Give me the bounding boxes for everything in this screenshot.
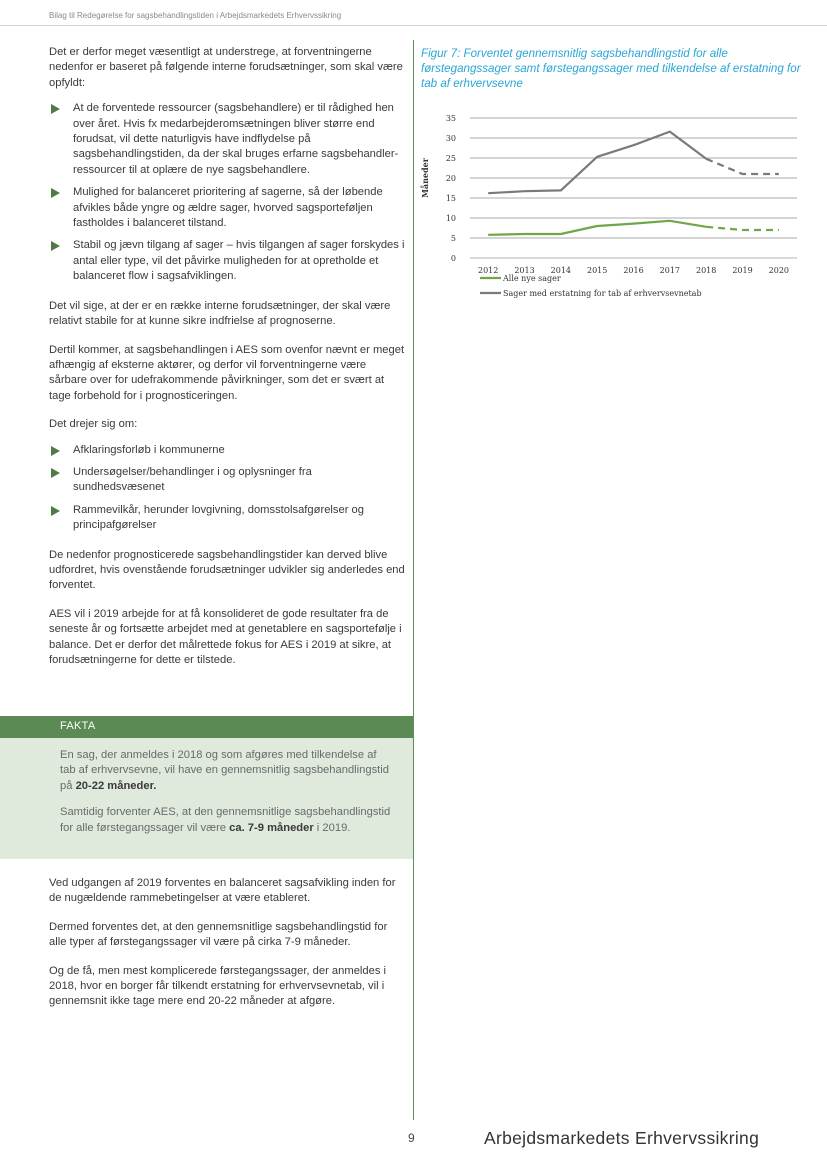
x-tick-label: 2012 [477,266,499,275]
x-tick-label: 2020 [768,266,790,275]
bullet-triangle-icon [51,104,60,114]
external-factors-list [49,443,406,534]
running-header: Bilag til Redegørelse for sagsbehandlingstiden i Arbejdsmarkedets Erhvervssikring [49,11,342,20]
paragraph-balanced: Ved udgangen af 2019 forventes en balanceret sagsafvikling inden for de nugældende rammebetingelser at være etableret. [49,877,396,905]
header-rule [0,25,827,26]
fact-paragraph-1: En sag, der anmeldes i 2018 og som afgøres med tilkendelse af tab af erhvervsevne, vil have en gennemsnitlig sagsbehandlingstid på 20-22 måneder. [60,749,389,792]
y-tick-label: 20 [445,174,456,183]
y-tick-label: 30 [445,134,456,143]
legend-label: Alle nye sager [503,274,561,283]
x-tick-label: 2014 [550,266,572,275]
series-forecast-line-0 [706,227,779,230]
paragraph-external-actors: Dertil kommer, at sagsbehandlingen i AES som ovenfor nævnt er meget afhængig af eksterne aktører, og derfor vil forventningerne være sårbare over for udefrakommende påvirkninger, som det er svært at tage forbehold for i prognosticeringen. [49,343,405,402]
bottom-text [49,876,406,1023]
paragraph-7-9-months: Dermed forventes det, at den gennemsnitlige sagsbehandlingstid for alle typer af førstegangssager vil være på cirka 7-9 måneder. [49,920,388,949]
bullet-triangle-icon [51,446,60,456]
list-item: Undersøgelser/behandlinger i og oplysninger fra sundhedsvæsenet [49,465,406,496]
bullet-triangle-icon [51,506,60,516]
series-line-1 [488,132,706,194]
list-item: Rammevilkår, herunder lovgivning, domsstolsafgørelser og principafgørelser [49,503,406,534]
y-tick-label: 5 [450,234,456,243]
y-tick-label: 15 [445,194,456,203]
x-tick-label: 2018 [695,266,717,275]
paragraph-forecast-risk: De nedenfor prognosticerede sagsbehandlingstider kan derved blive udfordret, hvis ovenstående forudsætninger udvikler sig anderledes end forventet. [49,548,405,592]
list-item: At de forventede ressourcer (sagsbehandlere) er til rådighed hen over året. Hvis fx medarbejderomsætningen bliver større end forudsat, vil dette naturligvis have indflydelse på sagsbehandlingstiden, da der skal bruges erfarne sagsbehandler-ressourcer til at oplære de nye sagsbehandlere. [49,101,406,178]
paragraph-internal-assumptions: Det vil sige, at der er en række interne forudsætninger, der skal være relativt stabile for at kunne sikre indfrielse af prognoserne. [49,299,391,328]
x-tick-label: 2013 [514,266,535,275]
fact-box-header: FAKTA [0,716,413,738]
bullet-triangle-icon [51,468,60,478]
paragraph-20-22-months: Og de få, men mest komplicerede førstegangssager, der anmeldes i 2018, hvor en borger får tilkendt erstatning for erhvervsevnetab, vil i gennemsnit ikke tage mere end 20-22 måneder at afgøre. [49,964,387,1008]
x-tick-label: 2016 [623,266,644,275]
fact-box [0,738,413,859]
bullet-triangle-icon [51,188,60,198]
page-number: 9 [408,1131,415,1145]
x-tick-label: 2015 [586,266,608,275]
series-line-0 [488,221,706,235]
series-forecast-line-1 [706,159,779,174]
left-column [49,45,406,668]
y-tick-label: 35 [445,114,456,123]
list-item: Afklaringsforløb i kommunerne [49,443,406,458]
bullet-triangle-icon [51,241,60,251]
fact-paragraph-2: Samtidig forventer AES, at den gennemsnitlige sagsbehandlingstid for alle førstegangssager vil være ca. 7-9 måneder i 2019. [60,806,391,834]
paragraph-aes-2019: AES vil i 2019 arbejde for at få konsolideret de gode resultater fra de seneste år og fortsætte arbejdet med at genetablere en sagsportefølje i balance. Det er derfor det målrettede fokus for AES i 2019 at sikre, at forudsætningerne for dette er tilstede. [49,607,402,666]
list-item: Stabil og jævn tilgang af sager – hvis tilgangen af sager forskydes i antal eller type, vil det påvirke muligheden for at opretholde et balanceret flow i sagsafviklingen. [49,238,406,284]
paragraph-lead-in: Det drejer sig om: [49,418,138,431]
figure-caption: Figur 7: Forventet gennemsnitlig sagsbehandlingstid for alle førstegangssager samt førstegangssager med tilkendelse af erstatning for tab af erhvervsevne [421,47,801,90]
footer-brand: Arbejdsmarkedets Erhvervssikring [484,1128,760,1148]
legend-label: Sager med erstatning for tab af erhvervsevnetab [503,289,702,298]
chart-svg [413,106,827,320]
x-tick-label: 2019 [732,266,753,275]
list-item: Mulighed for balanceret prioritering af sagerne, så der løbende afvikles både yngre og ældre sager, hvorved sagsporteføljen fastholdes i balanceret tilstand. [49,185,406,231]
y-tick-label: 10 [445,214,456,223]
y-axis-label: Måneder [420,158,430,198]
line-chart [413,106,827,320]
y-tick-label: 25 [445,154,456,163]
x-tick-label: 2017 [659,266,681,275]
assumptions-list [49,101,406,284]
y-tick-label: 0 [450,254,456,263]
intro-paragraph: Det er derfor meget væsentligt at understrege, at forventningerne nedenfor er baseret på følgende interne forudsætninger, som skal være opfyldt: [49,46,403,89]
